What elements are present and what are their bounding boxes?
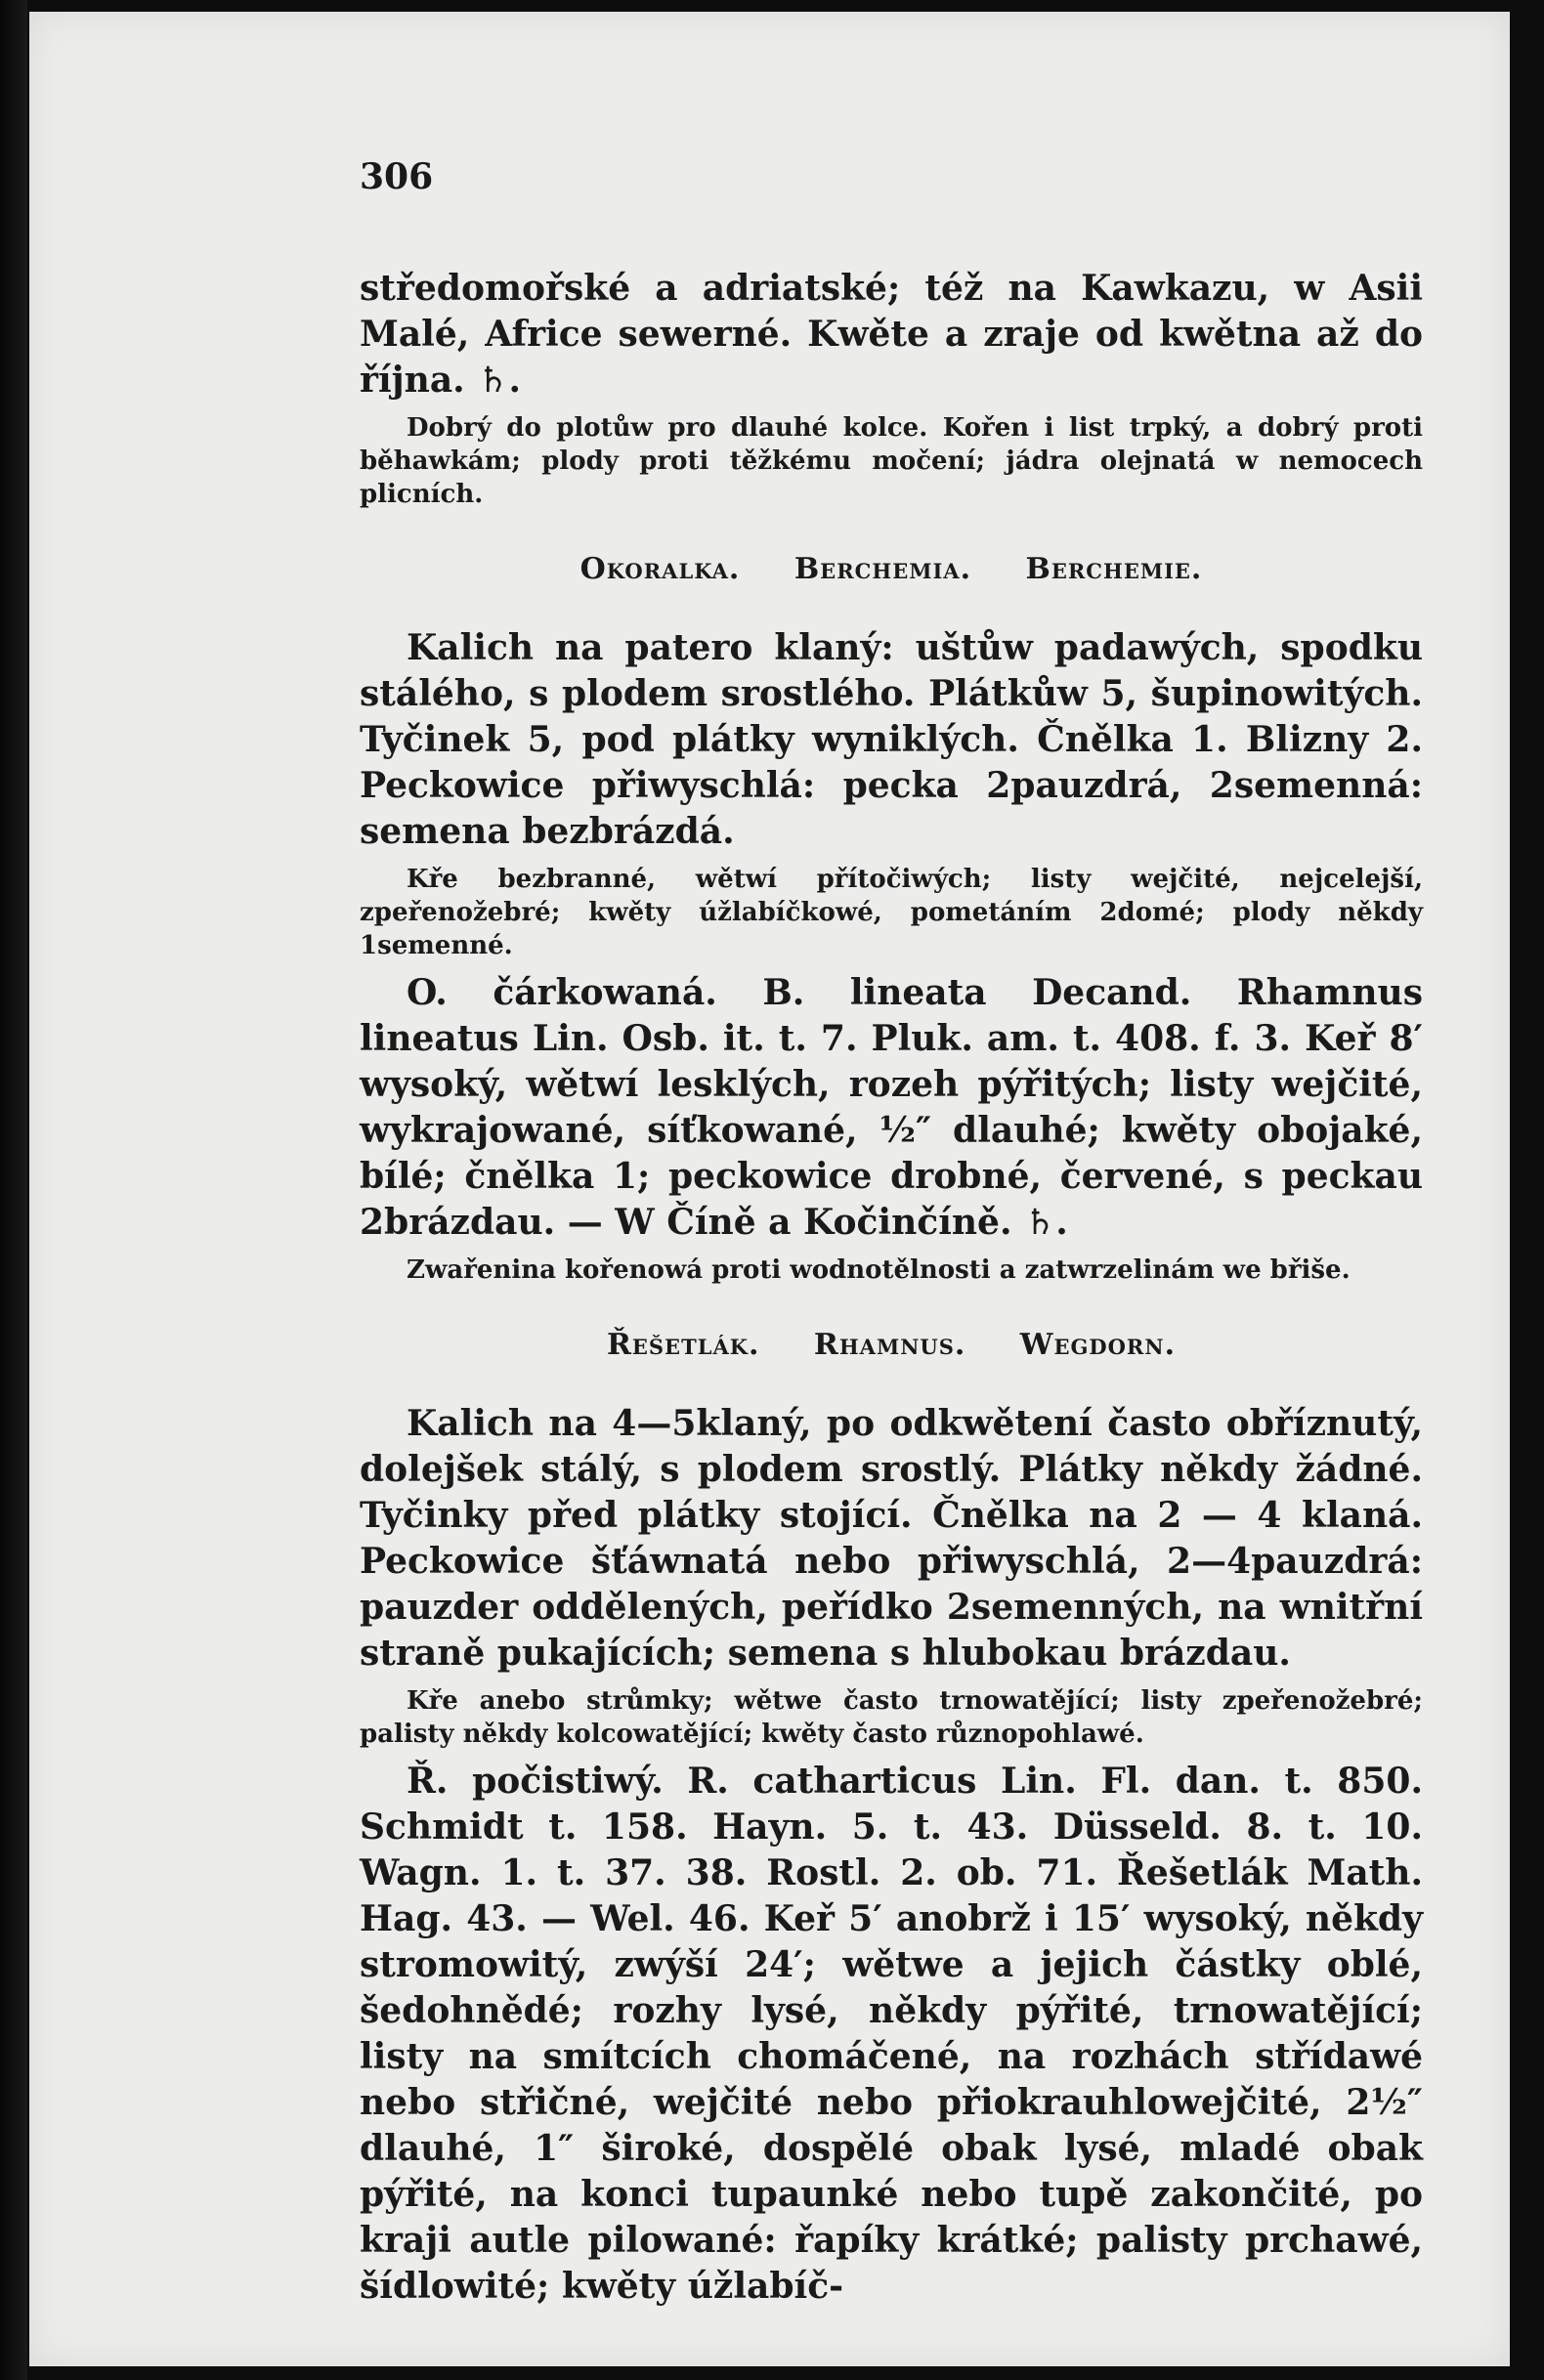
- genus-latin-name: Rhamnus.: [813, 1328, 966, 1362]
- genus-description: Kalich na 4—5klaný, po odkwětení často obříznutý, dolejšek stálý, s plodem srostlý. Plátky někdy žádné. Tyčinky před plátky stojící. Čnělka na 2 — 4 klaná. Peckowice šťáwnatá nebo přiwyschlá, 2—4pauzdrá: pauzder oddělených, peřídko 2semenných, na wnitřní straně pukajících; semena s hlubokau brázdau.: [360, 1403, 1423, 1674]
- genus-czech-name: Řešetlák.: [606, 1328, 760, 1362]
- genus-heading-rhamnus: [360, 1328, 1423, 1362]
- species-description: Ř. počistiwý. R. catharticus Lin. Fl. dan. t. 850. Schmidt t. 158. Hayn. 5. t. 43. Düsseld. 8. t. 10. Wagn. 1. t. 37. 38. Rostl. 2. ob. 71. Řešetlák Math. Hag. 43. — Wel. 46. Keř 5′ anobrž i 15′ wysoký, někdy stromowitý, zwýší 24′; wětwe a jejich částky oblé, šedohnědé; rozhy lysé, někdy pýřité, trnowatějící; listy na smítcích chomáčené, na rozhách střídawé nebo střičné, wejčité nebo přiokrauhlowejčité, 2½″ dlauhé, 1″ široké, dospělé obak lysé, mladé obak pýřité, na konci tupaunké nebo tupě zakončité, po kraji autle pilowané: řapíky krátké; palisty prchawé, šídlowité; kwěty úžlabíč-: [360, 1761, 1423, 2307]
- genus-note: Kře bezbranné, wětwí přítočiwých; listy wejčité, nejcelejší, zpeřenožebré; kwěty úžlabíčkowé, pometáním 2domé; plody někdy 1semenné.: [360, 865, 1423, 960]
- genus-description: Kalich na patero klaný: uštůw padawých, spodku stálého, s plodem srostlého. Plátkůw 5, šupinowitých. Tyčinek 5, pod plátky wyniklých. Čnělka 1. Blizny 2. Peckowice přiwyschlá: pecka 2pauzdrá, 2semenná: semena bezbrázdá.: [360, 627, 1423, 852]
- page-content: [360, 156, 1423, 2310]
- genus-german-name: Berchemie.: [1025, 552, 1203, 586]
- genus-latin-name: Berchemia.: [793, 552, 972, 586]
- species-note: Zwařenina kořenowá proti wodnotělnosti a zatwrzelinám we břiše.: [407, 1255, 1351, 1285]
- genus-german-name: Wegdorn.: [1019, 1328, 1177, 1362]
- genus-heading-berchemia: [360, 552, 1423, 586]
- page-number: 306: [360, 156, 434, 197]
- genus-note: Kře anebo strůmky; wětwe často trnowatějící; listy zpeřenožebré; palisty někdy kolcowatějící; kwěty často různopohlawé.: [360, 1686, 1423, 1749]
- note-uses: Dobrý do plotůw pro dlauhé kolce. Kořen i list trpký, a dobrý proti běhawkám; plody proti těžkému močení; jádra olejnatá w nemocech plicních.: [360, 413, 1423, 509]
- species-description: O. čárkowaná. B. lineata Decand. Rhamnus lineatus Lin. Osb. it. t. 7. Pluk. am. t. 408. f. 3. Keř 8′ wysoký, wětwí lesklých, rozeh pýřitých; listy wejčité, wykrajowané, síťkowané, ½″ dlauhé; kwěty obojaké, bílé; čnělka 1; peckowice drobné, červené, s peckau 2brázdau. — W Číně a Kočinčíně. ♄.: [360, 972, 1423, 1243]
- paragraph-distribution: středomořské a adriatské; též na Kawkazu, w Asii Malé, Africe sewerné. Kwěte a zraje od kwětna až do října. ♄.: [360, 268, 1423, 401]
- book-binding-edge: [0, 0, 27, 2380]
- genus-czech-name: Okoralka.: [579, 552, 741, 586]
